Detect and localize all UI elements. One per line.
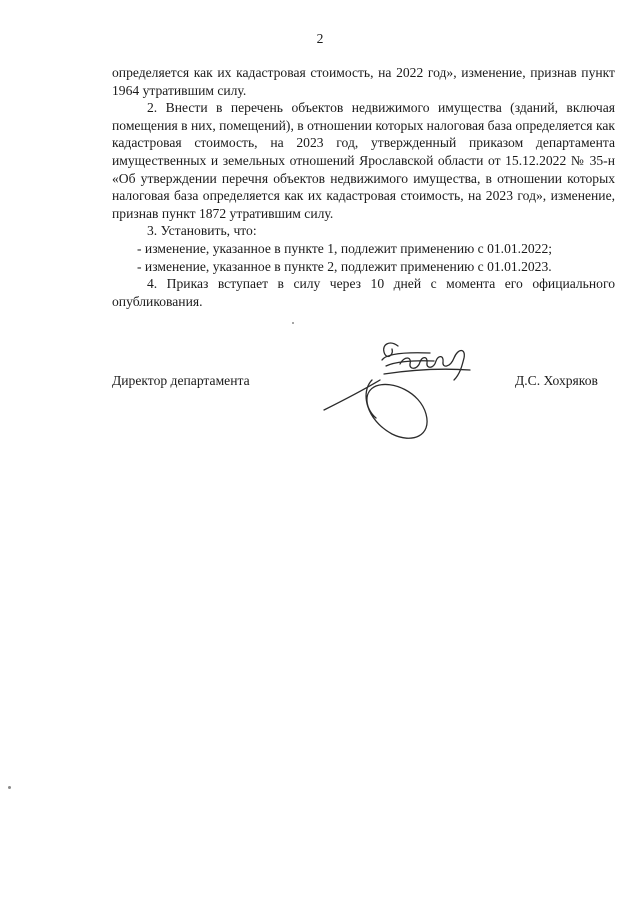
scan-speck [292,322,294,324]
paragraph-continuation: определяется как их кадастровая стоимость, на 2022 год», изменение, признав пункт 1964 утратившим силу. [112,65,615,98]
signatory-name: Д.С. Хохряков [515,373,598,388]
paragraph-item-2: 2. Внести в перечень объектов недвижимого имущества (зданий, включая помещения в них, помещений), в отношении которых налоговая база определяется как кадастровая стоимость, на 2023 год, утвержденный приказом департамента имущественных и земельных отношений Ярославской области от 15.12.2022 № 35-н «Об утверждении перечня объектов недвижимого имущества, в отношении которых налоговая база определяется как их кадастровая стоимость, на 2023 год», изменение, признав пункт 1872 утратившим силу. [112,100,615,221]
page-number: 2 [316,31,324,46]
paragraph-subitem-2: - изменение, указанное в пункте 2, подлежит применению с 01.01.2023. [137,258,552,274]
paragraph-item-3: 3. Установить, что: [147,223,257,239]
document-body [112,64,615,310]
paragraph-item-4: 4. Приказ вступает в силу через 10 дней с момента его официального опубликования. [112,276,615,309]
paragraph-subitem-1: - изменение, указанное в пункте 1, подлежит применению с 01.01.2022; [137,240,553,256]
handwritten-signature [320,330,495,450]
scan-speck [8,786,11,789]
signatory-position: Директор департамента [112,373,250,388]
